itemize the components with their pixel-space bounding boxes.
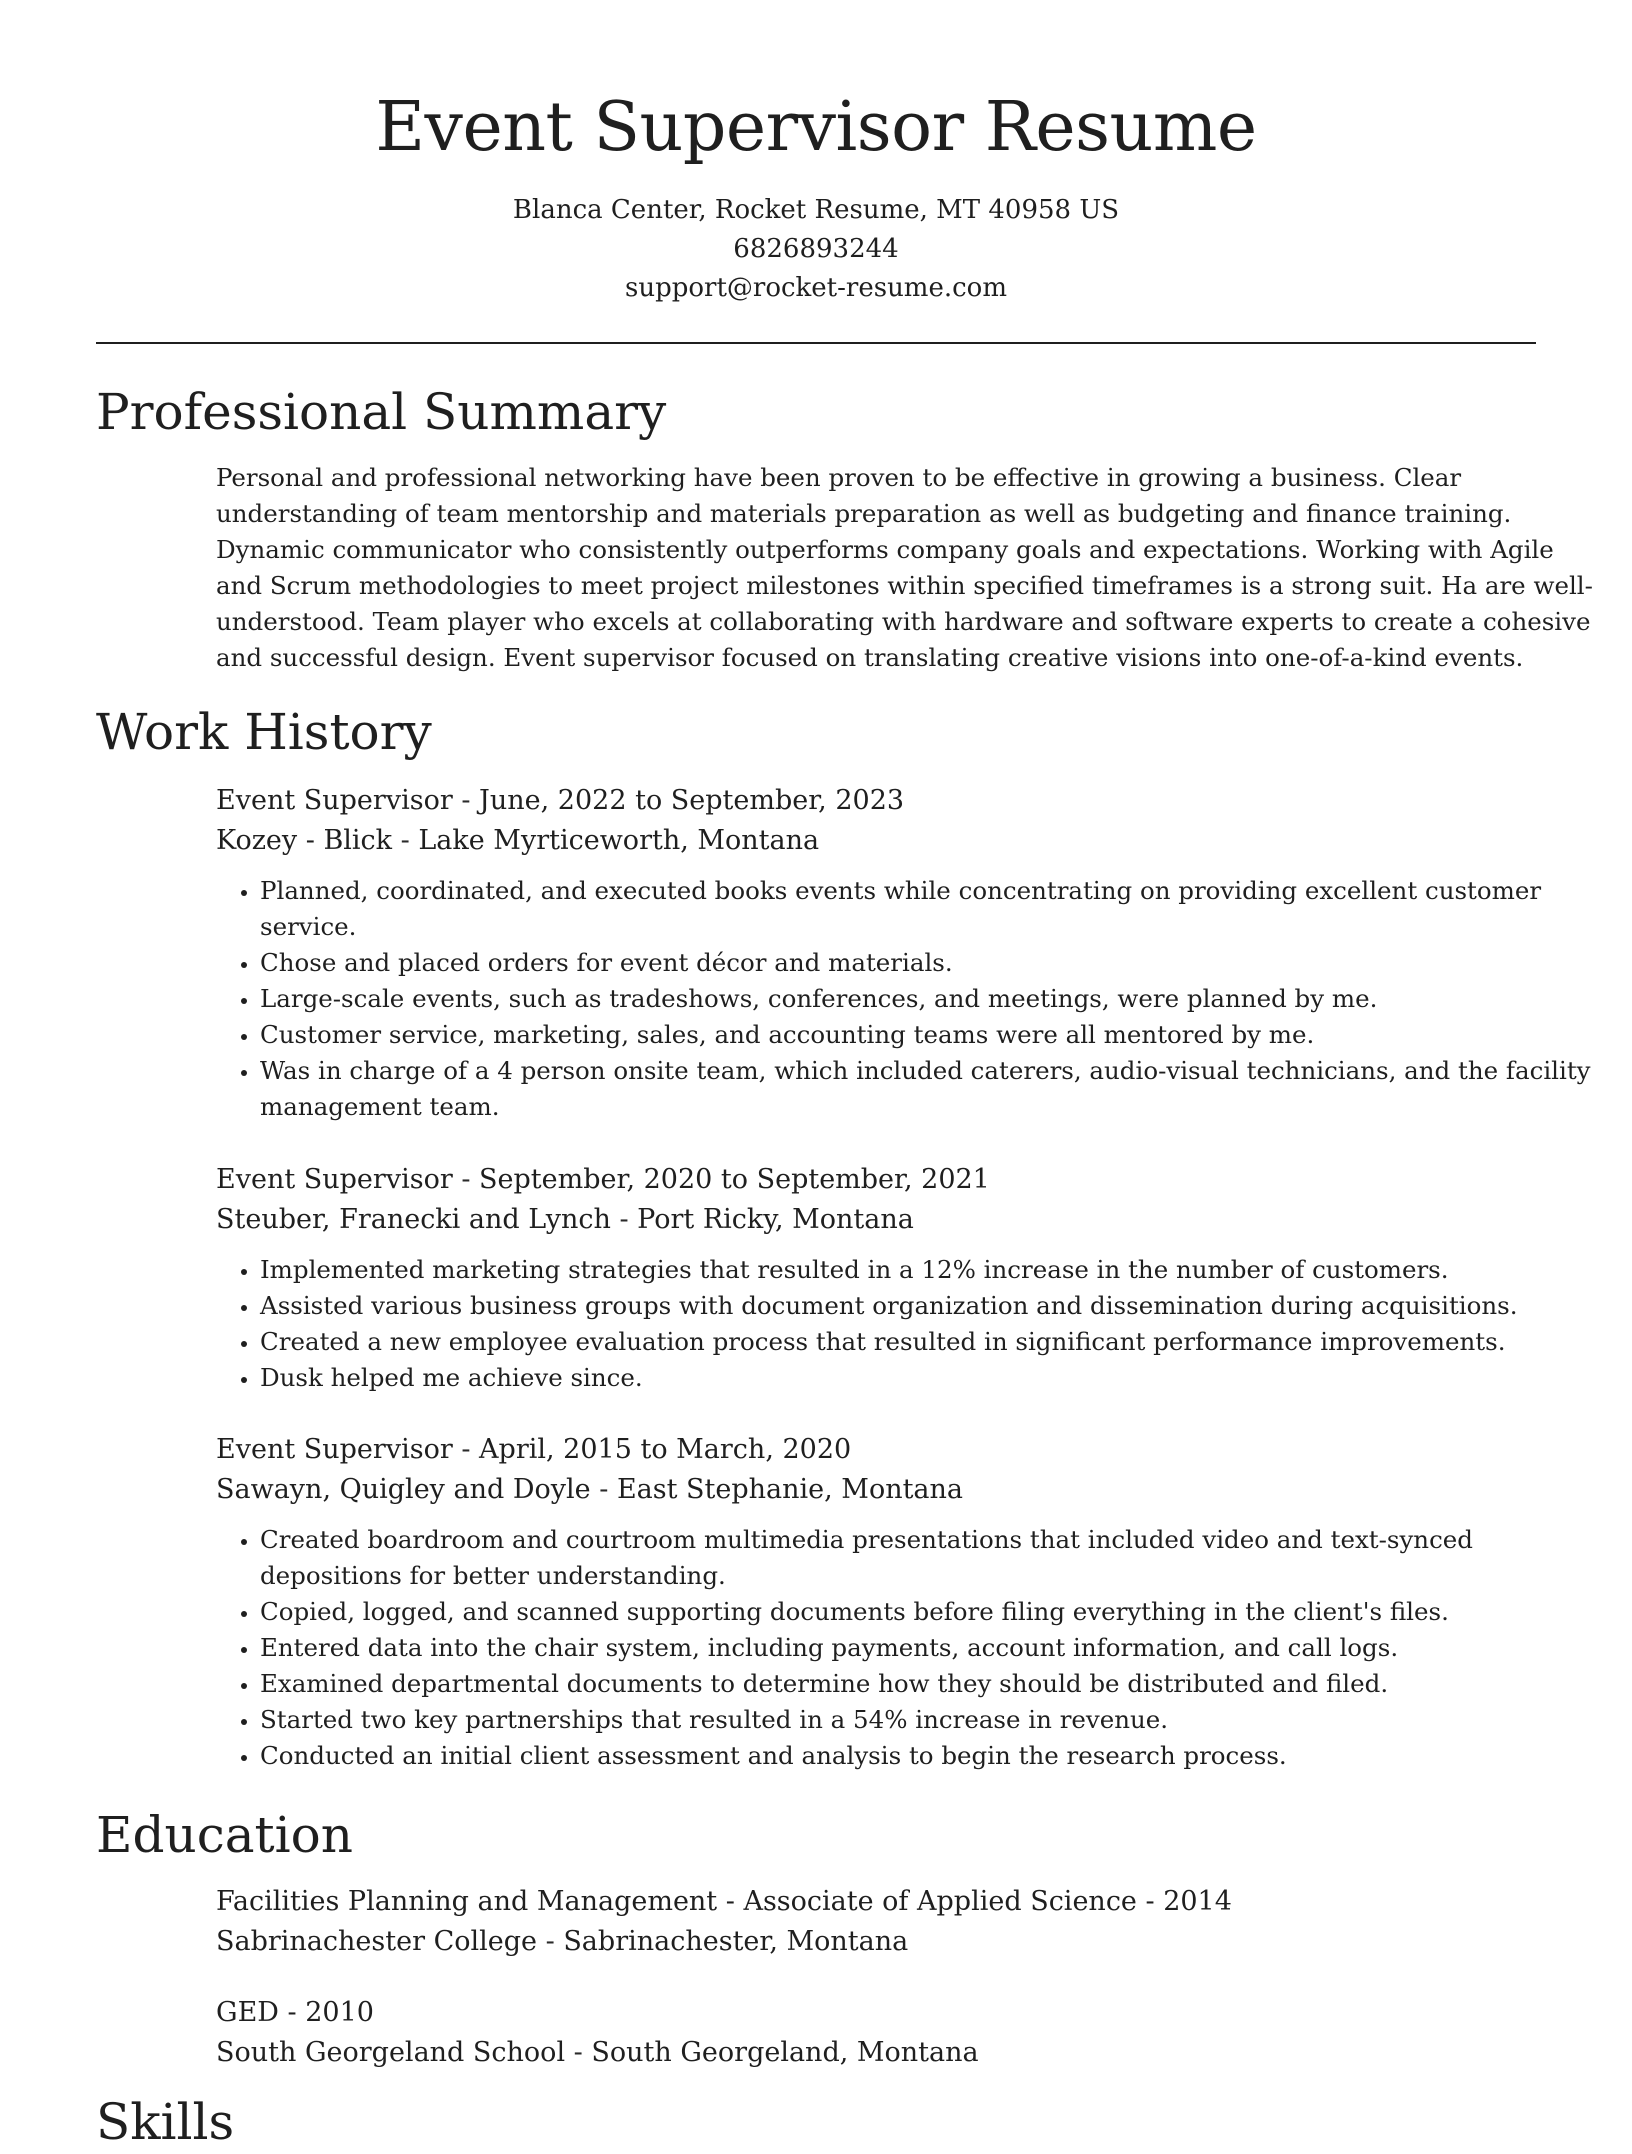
section-heading-work-history: Work History <box>96 703 432 761</box>
job-dates: June, 2022 to September, 2023 <box>479 785 905 816</box>
job-bullet: • Assisted various business groups with document organization and dissemination during acquisitions. <box>260 1288 1536 1324</box>
job-bullet: • Conducted an initial client assessment and analysis to begin the research process. <box>260 1738 1536 1774</box>
job-bullet: • Planned, coordinated, and executed books events while concentrating on providing excellent customer service. <box>260 873 1536 945</box>
job-company-line <box>216 1470 1536 1510</box>
contact-email: support@rocket-resume.com <box>624 273 1007 303</box>
education-entry <box>216 1993 1536 2073</box>
separator: - <box>619 1204 638 1235</box>
separator: - <box>545 1926 564 1957</box>
contact-address: Blanca Center, Rocket Resume, MT 40958 US <box>512 195 1120 225</box>
resume-header <box>96 80 1536 308</box>
job-bullet: • Examined departmental documents to determine how they should be distributed and filed. <box>260 1666 1536 1702</box>
job-title-line <box>216 781 1536 821</box>
header-divider <box>96 342 1536 344</box>
job-role: Event Supervisor <box>216 1164 453 1195</box>
job-bullet: • Implemented marketing strategies that resulted in a 12% increase in the number of customers. <box>260 1252 1536 1288</box>
job-location: East Stephanie, Montana <box>616 1474 964 1505</box>
job-bullet: • Chose and placed orders for event décor and materials. <box>260 945 1536 981</box>
job-bullet: • Customer service, marketing, sales, and accounting teams were all mentored by me. <box>260 1017 1536 1053</box>
job-bullet: • Large-scale events, such as tradeshows, conferences, and meetings, were planned by me. <box>260 981 1536 1017</box>
education-location: Sabrinachester, Montana <box>563 1926 909 1957</box>
education-location: South Georgeland, Montana <box>591 2037 979 2068</box>
job-bullet: • Entered data into the chair system, including payments, account information, and call logs. <box>260 1630 1536 1666</box>
job-location: Port Ricky, Montana <box>637 1204 914 1235</box>
separator: - <box>461 1434 480 1465</box>
job-bullet: • Started two key partnerships that resulted in a 54% increase in revenue. <box>260 1702 1536 1738</box>
summary-line: and successful design. Event supervisor focused on translating creative visions into one-of-a-kind events. <box>216 643 1524 672</box>
job-bullet: • Copied, logged, and scanned supporting documents before filing everything in the client's files. <box>260 1594 1536 1630</box>
job-company: Steuber, Franecki and Lynch <box>216 1204 611 1235</box>
job-entry <box>216 781 1591 1125</box>
job-entry <box>216 1430 1536 1774</box>
section-heading-education: Education <box>96 1806 353 1864</box>
education-degree-line: GED - 2010 <box>216 1997 374 2028</box>
section-heading-skills: Skills <box>96 2093 235 2151</box>
job-bullet: • Created boardroom and courtroom multimedia presentations that included video and text-synced depositions for better understanding. <box>260 1522 1536 1594</box>
separator: - <box>573 2037 592 2068</box>
summary-block <box>216 460 1593 676</box>
education-degree-line: Facilities Planning and Management - Associate of Applied Science - 2014 <box>216 1886 1232 1917</box>
contact-phone: 6826893244 <box>733 234 899 264</box>
summary-line: Dynamic communicator who consistently outperforms company goals and expectations. Working with Agile <box>216 535 1554 564</box>
job-company-line <box>216 1200 1536 1240</box>
job-bullet-list <box>216 1252 1536 1396</box>
job-role: Event Supervisor <box>216 1434 453 1465</box>
separator: - <box>461 785 480 816</box>
job-bullet: • Created a new employee evaluation process that resulted in significant performance improvements. <box>260 1324 1536 1360</box>
job-dates: April, 2015 to March, 2020 <box>479 1434 852 1465</box>
summary-line: understanding of team mentorship and materials preparation as well as budgeting and finance training. <box>216 499 1512 528</box>
separator: - <box>599 1474 617 1505</box>
summary-line: Personal and professional networking have been proven to be effective in growing a business. Clear <box>216 463 1462 492</box>
job-title-line <box>216 1160 1536 1200</box>
summary-line: understood. Team player who excels at collaborating with hardware and software experts to create a cohesive <box>216 607 1591 636</box>
job-title-line <box>216 1430 1536 1470</box>
page-title: Event Supervisor Resume <box>375 88 1257 167</box>
section-heading-summary: Professional Summary <box>96 383 667 441</box>
job-role: Event Supervisor <box>216 785 453 816</box>
job-bullet-list <box>216 1522 1536 1774</box>
job-bullet: • Dusk helped me achieve since. <box>260 1360 1536 1396</box>
job-company: Sawayn, Quigley and Doyle <box>216 1474 591 1505</box>
separator: - <box>400 825 419 856</box>
education-entry <box>216 1882 1536 1962</box>
separator: - <box>461 1164 480 1195</box>
education-school-line <box>216 1922 1536 1962</box>
summary-line: and Scrum methodologies to meet project milestones within specified timeframes is a strong suit. Ha are well- <box>216 571 1593 600</box>
education-school-line <box>216 2033 1536 2073</box>
job-entry <box>216 1160 1536 1396</box>
education-school: Sabrinachester College <box>216 1926 537 1957</box>
education-school: South Georgeland School <box>216 2037 566 2068</box>
job-location: Lake Myrticeworth, Montana <box>418 825 820 856</box>
job-company-line <box>216 821 1536 861</box>
job-company: Kozey - Blick <box>216 825 393 856</box>
job-dates: September, 2020 to September, 2021 <box>479 1164 990 1195</box>
job-bullet-list <box>216 873 1591 1125</box>
job-bullet: • Was in charge of a 4 person onsite team, which included caterers, audio-visual technicians, and the facility management team. <box>260 1053 1536 1125</box>
